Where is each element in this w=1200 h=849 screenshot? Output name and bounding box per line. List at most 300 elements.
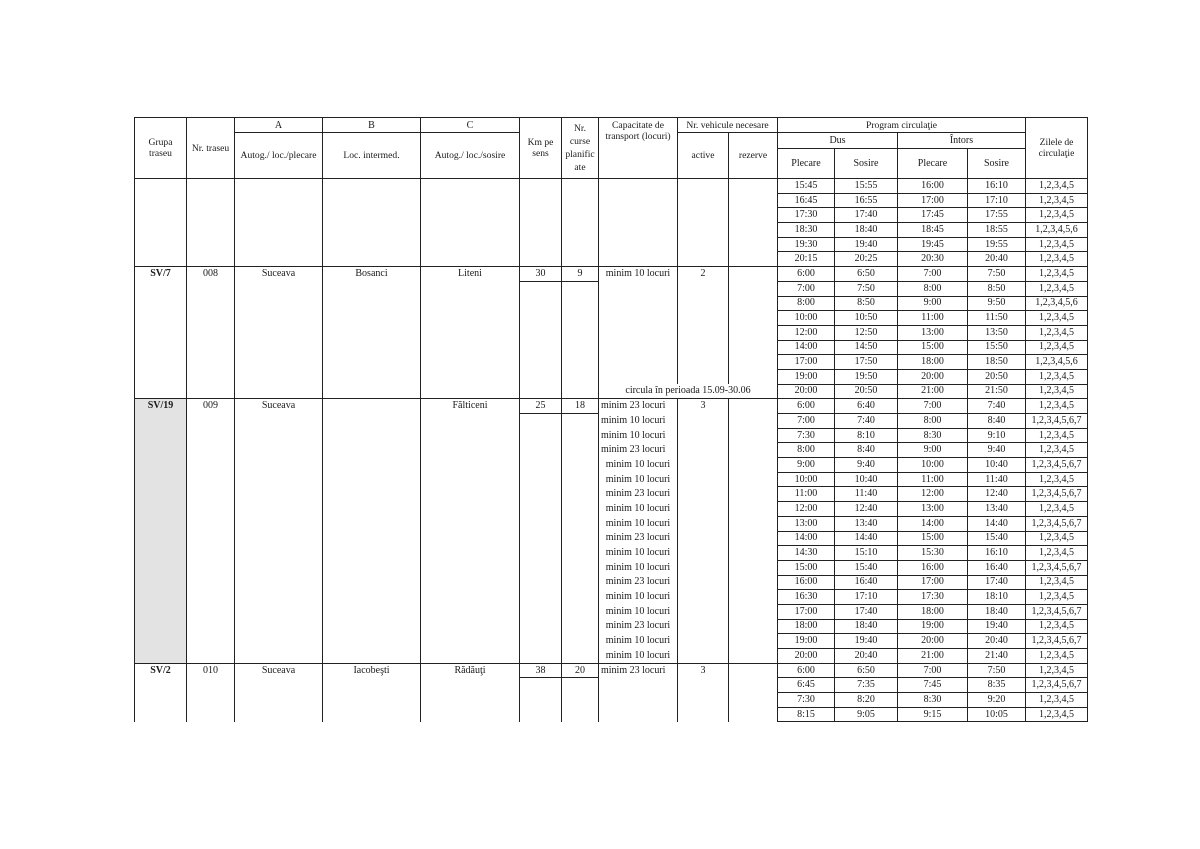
dus-plecare-cell: 12:00 <box>778 325 835 340</box>
header-col-b: B <box>323 118 421 133</box>
intors-sosire-cell: 18:55 <box>968 223 1026 238</box>
km-pe-sens-cell <box>520 428 562 443</box>
nr-traseu-cell <box>187 634 235 649</box>
nr-traseu-cell <box>187 311 235 326</box>
grupa-traseu-cell <box>135 340 187 355</box>
dus-sosire-cell: 16:55 <box>835 193 898 208</box>
zile-circulatie-cell: 1,2,3,4,5 <box>1026 443 1088 458</box>
zile-circulatie-cell: 1,2,3,4,5 <box>1026 399 1088 414</box>
autogara-sosire-cell <box>421 296 520 311</box>
dus-plecare-cell: 19:00 <box>778 369 835 384</box>
intors-sosire-cell: 15:50 <box>968 340 1026 355</box>
intors-sosire-cell: 13:40 <box>968 502 1026 517</box>
dus-sosire-cell: 7:35 <box>835 678 898 693</box>
intors-sosire-cell: 14:40 <box>968 516 1026 531</box>
nr-traseu-cell <box>187 619 235 634</box>
nr-curse-cell <box>562 296 599 311</box>
nr-curse-cell <box>562 443 599 458</box>
capacitate-cell: minim 23 locuri <box>599 575 678 590</box>
vehicule-rezerve-cell <box>729 208 778 223</box>
autogara-plecare-cell <box>235 560 323 575</box>
intors-plecare-cell: 19:45 <box>898 237 968 252</box>
autogara-plecare-cell: Suceava <box>235 267 323 282</box>
nr-curse-cell <box>562 604 599 619</box>
intors-plecare-cell: 8:00 <box>898 414 968 429</box>
dus-plecare-cell: 15:00 <box>778 560 835 575</box>
vehicule-rezerve-cell <box>729 546 778 561</box>
nr-curse-cell <box>562 575 599 590</box>
nr-curse-cell <box>562 355 599 370</box>
vehicule-rezerve-cell <box>729 340 778 355</box>
header-program-circulatie: Program circulaţie <box>778 118 1026 133</box>
autogara-sosire-cell <box>421 590 520 605</box>
nr-traseu-cell <box>187 590 235 605</box>
header-capacitate: Capacitate de transport (locuri) <box>599 118 678 179</box>
table-row <box>135 237 1088 252</box>
autogara-plecare-cell <box>235 384 323 399</box>
localitate-intermediara-cell <box>323 193 421 208</box>
table-row <box>135 355 1088 370</box>
table-row <box>135 634 1088 649</box>
header-row-1 <box>135 118 1088 133</box>
grupa-traseu-cell <box>135 208 187 223</box>
dus-sosire-cell: 17:10 <box>835 590 898 605</box>
zile-circulatie-cell: 1,2,3,4,5 <box>1026 369 1088 384</box>
grupa-traseu-cell <box>135 458 187 473</box>
dus-plecare-cell: 14:00 <box>778 340 835 355</box>
header-nr-vehicule: Nr. vehicule necesare <box>678 118 778 133</box>
table-header <box>135 118 1088 179</box>
table-row <box>135 252 1088 267</box>
km-pe-sens-cell <box>520 223 562 238</box>
table-row <box>135 678 1088 693</box>
autogara-sosire-cell <box>421 311 520 326</box>
intors-plecare-cell: 18:00 <box>898 355 968 370</box>
capacitate-cell <box>599 281 678 296</box>
autogara-plecare-cell <box>235 502 323 517</box>
zile-circulatie-cell: 1,2,3,4,5,6,7 <box>1026 487 1088 502</box>
vehicule-active-cell <box>678 575 729 590</box>
intors-sosire-cell: 10:40 <box>968 458 1026 473</box>
nr-curse-cell <box>562 619 599 634</box>
nr-traseu-cell <box>187 414 235 429</box>
dus-plecare-cell: 20:00 <box>778 649 835 664</box>
table-row <box>135 369 1088 384</box>
autogara-sosire-cell <box>421 604 520 619</box>
header-intors-sosire: Sosire <box>968 149 1026 179</box>
localitate-intermediara-cell <box>323 252 421 267</box>
dus-sosire-cell: 6:40 <box>835 399 898 414</box>
nr-traseu-cell <box>187 531 235 546</box>
autogara-sosire-cell <box>421 575 520 590</box>
km-pe-sens-cell <box>520 252 562 267</box>
zile-circulatie-cell: 1,2,3,4,5,6,7 <box>1026 634 1088 649</box>
table-row <box>135 604 1088 619</box>
header-grupa-traseu: Grupa traseu <box>135 118 187 179</box>
capacitate-cell: minim 10 locuri <box>599 560 678 575</box>
table-row <box>135 560 1088 575</box>
autogara-plecare-cell <box>235 355 323 370</box>
km-pe-sens-cell: 38 <box>520 663 562 678</box>
localitate-intermediara-cell: Iacobeşti <box>323 663 421 678</box>
zile-circulatie-cell: 1,2,3,4,5 <box>1026 384 1088 399</box>
intors-sosire-cell: 9:20 <box>968 693 1026 708</box>
vehicule-rezerve-cell <box>729 472 778 487</box>
table-row <box>135 458 1088 473</box>
zile-circulatie-cell: 1,2,3,4,5 <box>1026 340 1088 355</box>
capacitate-cell <box>599 707 678 722</box>
dus-plecare-cell: 18:30 <box>778 223 835 238</box>
localitate-intermediara-cell <box>323 649 421 664</box>
intors-plecare-cell: 18:00 <box>898 604 968 619</box>
dus-plecare-cell: 19:00 <box>778 634 835 649</box>
zile-circulatie-cell: 1,2,3,4,5 <box>1026 237 1088 252</box>
zile-circulatie-cell: 1,2,3,4,5,6 <box>1026 296 1088 311</box>
grupa-traseu-cell <box>135 355 187 370</box>
grupa-traseu-cell <box>135 575 187 590</box>
nr-traseu-cell <box>187 443 235 458</box>
km-pe-sens-cell <box>520 531 562 546</box>
capacitate-cell <box>599 369 678 384</box>
intors-sosire-cell: 16:10 <box>968 179 1026 194</box>
localitate-intermediara-cell <box>323 223 421 238</box>
dus-sosire-cell: 10:50 <box>835 311 898 326</box>
km-pe-sens-cell <box>520 678 562 693</box>
zile-circulatie-cell: 1,2,3,4,5,6,7 <box>1026 414 1088 429</box>
nr-traseu-cell: 009 <box>187 399 235 414</box>
autogara-plecare-cell <box>235 340 323 355</box>
nr-traseu-cell <box>187 428 235 443</box>
intors-plecare-cell: 11:00 <box>898 311 968 326</box>
dus-plecare-cell: 7:30 <box>778 693 835 708</box>
localitate-intermediara-cell <box>323 575 421 590</box>
grupa-traseu-cell <box>135 443 187 458</box>
dus-plecare-cell: 16:00 <box>778 575 835 590</box>
intors-sosire-cell: 9:40 <box>968 443 1026 458</box>
vehicule-active-cell <box>678 531 729 546</box>
dus-sosire-cell: 8:50 <box>835 296 898 311</box>
km-pe-sens-cell <box>520 355 562 370</box>
intors-plecare-cell: 7:00 <box>898 267 968 282</box>
capacitate-cell: minim 23 locuri <box>599 663 678 678</box>
localitate-intermediara-cell <box>323 560 421 575</box>
localitate-intermediara-cell <box>323 355 421 370</box>
intors-plecare-cell: 15:00 <box>898 340 968 355</box>
dus-plecare-cell: 8:15 <box>778 707 835 722</box>
vehicule-active-cell: 2 <box>678 267 729 282</box>
table-row <box>135 693 1088 708</box>
grupa-traseu-cell <box>135 179 187 194</box>
header-zilele-circulatie: Zilele de circulaţie <box>1026 118 1088 179</box>
autogara-sosire-cell <box>421 487 520 502</box>
km-pe-sens-cell <box>520 487 562 502</box>
dus-sosire-cell: 12:50 <box>835 325 898 340</box>
grupa-traseu-cell <box>135 193 187 208</box>
grupa-traseu-cell <box>135 223 187 238</box>
header-dus-sosire: Sosire <box>835 149 898 179</box>
vehicule-active-cell <box>678 590 729 605</box>
vehicule-active-cell <box>678 693 729 708</box>
autogara-plecare-cell <box>235 311 323 326</box>
nr-curse-cell <box>562 649 599 664</box>
vehicule-active-cell <box>678 502 729 517</box>
dus-plecare-cell: 7:00 <box>778 414 835 429</box>
intors-plecare-cell: 7:45 <box>898 678 968 693</box>
zile-circulatie-cell: 1,2,3,4,5,6 <box>1026 355 1088 370</box>
autogara-sosire-cell <box>421 693 520 708</box>
localitate-intermediara-cell <box>323 619 421 634</box>
capacitate-cell <box>599 237 678 252</box>
dus-sosire-cell: 19:40 <box>835 237 898 252</box>
dus-plecare-cell: 9:00 <box>778 458 835 473</box>
km-pe-sens-cell <box>520 546 562 561</box>
autogara-plecare-cell <box>235 281 323 296</box>
km-pe-sens-cell <box>520 619 562 634</box>
vehicule-rezerve-cell <box>729 590 778 605</box>
capacitate-cell: minim 10 locuri <box>599 472 678 487</box>
intors-plecare-cell: 16:00 <box>898 560 968 575</box>
intors-plecare-cell: 18:45 <box>898 223 968 238</box>
km-pe-sens-cell <box>520 707 562 722</box>
localitate-intermediara-cell <box>323 546 421 561</box>
nr-curse-cell <box>562 516 599 531</box>
autogara-sosire-cell <box>421 193 520 208</box>
table-row <box>135 663 1088 678</box>
capacitate-cell <box>599 325 678 340</box>
nr-curse-cell <box>562 502 599 517</box>
autogara-sosire-cell <box>421 531 520 546</box>
zile-circulatie-cell: 1,2,3,4,5 <box>1026 179 1088 194</box>
vehicule-active-cell: 3 <box>678 663 729 678</box>
autogara-plecare-cell <box>235 414 323 429</box>
nr-curse-cell <box>562 311 599 326</box>
intors-plecare-cell: 20:30 <box>898 252 968 267</box>
zile-circulatie-cell: 1,2,3,4,5,6,7 <box>1026 560 1088 575</box>
capacitate-cell: minim 23 locuri <box>599 531 678 546</box>
zile-circulatie-cell: 1,2,3,4,5,6,7 <box>1026 458 1088 473</box>
zile-circulatie-cell: 1,2,3,4,5 <box>1026 619 1088 634</box>
table-row <box>135 384 1088 399</box>
dus-sosire-cell: 12:40 <box>835 502 898 517</box>
nr-traseu-cell <box>187 340 235 355</box>
intors-sosire-cell: 8:50 <box>968 281 1026 296</box>
nr-curse-cell <box>562 487 599 502</box>
vehicule-active-cell <box>678 678 729 693</box>
zile-circulatie-cell: 1,2,3,4,5 <box>1026 707 1088 722</box>
dus-plecare-cell: 6:00 <box>778 267 835 282</box>
vehicule-active-cell <box>678 443 729 458</box>
km-pe-sens-cell: 30 <box>520 267 562 282</box>
dus-sosire-cell: 15:40 <box>835 560 898 575</box>
autogara-plecare-cell <box>235 223 323 238</box>
schedule-table <box>134 117 1088 722</box>
header-autogara-plecare: Autog./ loc./plecare <box>235 133 323 179</box>
vehicule-rezerve-cell <box>729 311 778 326</box>
vehicule-active-cell <box>678 487 729 502</box>
km-pe-sens-cell <box>520 384 562 399</box>
km-pe-sens-cell <box>520 414 562 429</box>
dus-plecare-cell: 20:00 <box>778 384 835 399</box>
header-dus-plecare: Plecare <box>778 149 835 179</box>
zile-circulatie-cell: 1,2,3,4,5 <box>1026 663 1088 678</box>
capacitate-cell: minim 10 locuri <box>599 502 678 517</box>
km-pe-sens-cell <box>520 590 562 605</box>
zile-circulatie-cell: 1,2,3,4,5 <box>1026 546 1088 561</box>
localitate-intermediara-cell <box>323 693 421 708</box>
autogara-plecare-cell <box>235 252 323 267</box>
nr-traseu-cell <box>187 546 235 561</box>
autogara-sosire-cell <box>421 223 520 238</box>
zile-circulatie-cell: 1,2,3,4,5 <box>1026 693 1088 708</box>
table-row <box>135 281 1088 296</box>
autogara-sosire-cell <box>421 443 520 458</box>
nr-traseu-cell <box>187 487 235 502</box>
grupa-traseu-cell <box>135 546 187 561</box>
nr-traseu-cell <box>187 369 235 384</box>
intors-plecare-cell: 9:00 <box>898 296 968 311</box>
vehicule-rezerve-cell <box>729 223 778 238</box>
intors-plecare-cell: 11:00 <box>898 472 968 487</box>
autogara-plecare-cell <box>235 604 323 619</box>
km-pe-sens-cell <box>520 208 562 223</box>
grupa-traseu-cell <box>135 369 187 384</box>
capacitate-cell <box>599 296 678 311</box>
table-row <box>135 223 1088 238</box>
capacitate-cell: minim 10 locuri <box>599 634 678 649</box>
vehicule-rezerve-cell <box>729 237 778 252</box>
localitate-intermediara-cell <box>323 384 421 399</box>
grupa-traseu-cell <box>135 693 187 708</box>
grupa-traseu-cell <box>135 502 187 517</box>
dus-plecare-cell: 6:45 <box>778 678 835 693</box>
localitate-intermediara-cell <box>323 414 421 429</box>
localitate-intermediara-cell <box>323 325 421 340</box>
vehicule-active-cell <box>678 414 729 429</box>
grupa-traseu-cell <box>135 428 187 443</box>
intors-sosire-cell: 10:05 <box>968 707 1026 722</box>
km-pe-sens-cell <box>520 369 562 384</box>
dus-plecare-cell: 10:00 <box>778 311 835 326</box>
vehicule-active-cell <box>678 428 729 443</box>
table-row <box>135 502 1088 517</box>
capacitate-cell: minim 10 locuri <box>599 649 678 664</box>
intors-sosire-cell: 21:40 <box>968 649 1026 664</box>
vehicule-active-cell <box>678 340 729 355</box>
vehicule-active-cell <box>678 619 729 634</box>
km-pe-sens-cell <box>520 311 562 326</box>
dus-sosire-cell: 18:40 <box>835 619 898 634</box>
nr-curse-cell <box>562 458 599 473</box>
localitate-intermediara-cell <box>323 590 421 605</box>
vehicule-active-cell <box>678 325 729 340</box>
table-row <box>135 325 1088 340</box>
autogara-sosire-cell <box>421 678 520 693</box>
dus-sosire-cell: 17:40 <box>835 208 898 223</box>
autogara-sosire-cell <box>421 340 520 355</box>
capacitate-cell: minim 10 locuri <box>599 590 678 605</box>
header-col-a: A <box>235 118 323 133</box>
vehicule-active-cell <box>678 560 729 575</box>
header-nr-curse: Nr. curse planific ate <box>562 118 599 179</box>
grupa-traseu-cell <box>135 516 187 531</box>
nr-traseu-cell <box>187 237 235 252</box>
localitate-intermediara-cell <box>323 179 421 194</box>
vehicule-rezerve-cell <box>729 663 778 678</box>
km-pe-sens-cell: 25 <box>520 399 562 414</box>
nr-traseu-cell <box>187 560 235 575</box>
vehicule-active-cell <box>678 355 729 370</box>
grupa-traseu-cell <box>135 472 187 487</box>
dus-sosire-cell: 10:40 <box>835 472 898 487</box>
vehicule-active-cell <box>678 516 729 531</box>
intors-plecare-cell: 19:00 <box>898 619 968 634</box>
capacitate-cell: minim 10 locuri <box>599 414 678 429</box>
grupa-traseu-cell <box>135 590 187 605</box>
vehicule-rezerve-cell <box>729 252 778 267</box>
intors-plecare-cell: 9:00 <box>898 443 968 458</box>
vehicule-rezerve-cell <box>729 707 778 722</box>
km-pe-sens-cell <box>520 575 562 590</box>
autogara-plecare-cell <box>235 237 323 252</box>
vehicule-rezerve-cell <box>729 325 778 340</box>
vehicule-active-cell: 3 <box>678 399 729 414</box>
table-row <box>135 443 1088 458</box>
dus-plecare-cell: 7:30 <box>778 428 835 443</box>
grupa-traseu-cell <box>135 619 187 634</box>
nr-curse-cell <box>562 369 599 384</box>
intors-plecare-cell: 15:00 <box>898 531 968 546</box>
vehicule-rezerve-cell <box>729 487 778 502</box>
vehicule-rezerve-cell <box>729 428 778 443</box>
autogara-plecare-cell <box>235 546 323 561</box>
autogara-sosire-cell: Fălticeni <box>421 399 520 414</box>
autogara-plecare-cell <box>235 707 323 722</box>
capacitate-cell: minim 23 locuri <box>599 399 678 414</box>
dus-sosire-cell: 16:40 <box>835 575 898 590</box>
zile-circulatie-cell: 1,2,3,4,5 <box>1026 502 1088 517</box>
autogara-plecare-cell: Suceava <box>235 663 323 678</box>
km-pe-sens-cell <box>520 560 562 575</box>
capacitate-cell: minim 10 locuri <box>599 428 678 443</box>
zile-circulatie-cell: 1,2,3,4,5 <box>1026 311 1088 326</box>
autogara-plecare-cell <box>235 531 323 546</box>
intors-sosire-cell: 11:50 <box>968 311 1026 326</box>
intors-plecare-cell: 20:00 <box>898 634 968 649</box>
dus-plecare-cell: 17:00 <box>778 604 835 619</box>
autogara-plecare-cell <box>235 678 323 693</box>
localitate-intermediara-cell <box>323 678 421 693</box>
autogara-plecare-cell <box>235 208 323 223</box>
vehicule-active-cell <box>678 223 729 238</box>
dus-plecare-cell: 14:00 <box>778 531 835 546</box>
nr-curse-cell: 20 <box>562 663 599 678</box>
grupa-traseu-cell <box>135 604 187 619</box>
dus-sosire-cell: 9:40 <box>835 458 898 473</box>
dus-sosire-cell: 17:50 <box>835 355 898 370</box>
autogara-plecare-cell <box>235 634 323 649</box>
intors-plecare-cell: 7:00 <box>898 399 968 414</box>
table-row <box>135 311 1088 326</box>
nr-curse-cell <box>562 707 599 722</box>
km-pe-sens-cell <box>520 502 562 517</box>
capacitate-cell <box>599 179 678 194</box>
intors-sosire-cell: 8:40 <box>968 414 1026 429</box>
vehicule-rezerve-cell <box>729 179 778 194</box>
capacitate-cell: minim 23 locuri <box>599 443 678 458</box>
autogara-plecare-cell <box>235 458 323 473</box>
zile-circulatie-cell: 1,2,3,4,5,6,7 <box>1026 516 1088 531</box>
km-pe-sens-cell <box>520 604 562 619</box>
